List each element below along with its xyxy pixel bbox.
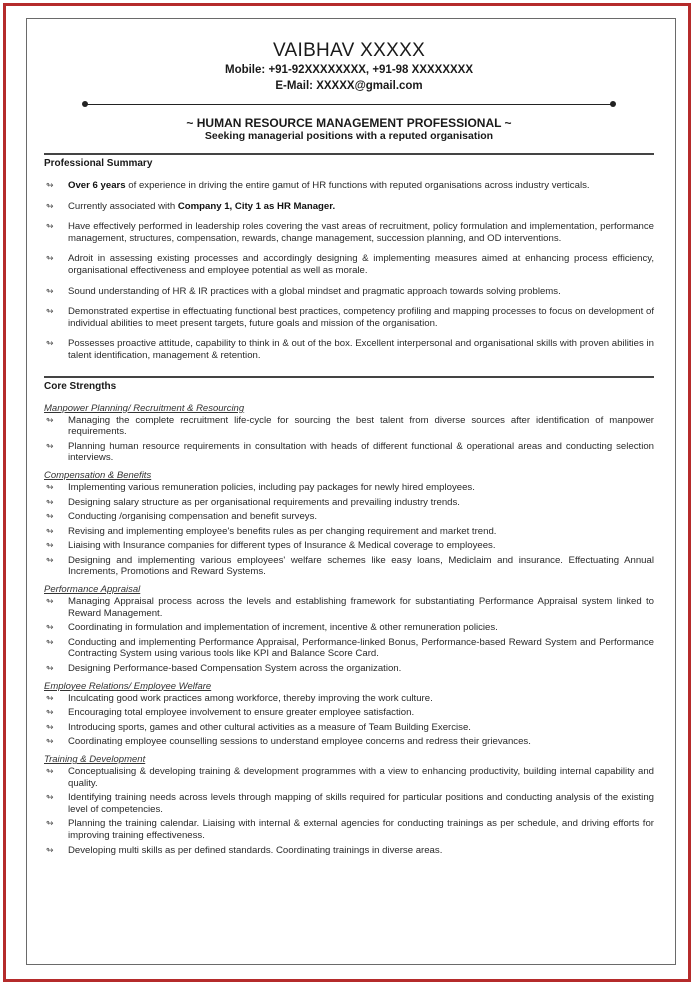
summary-item [44, 306, 654, 329]
core-item-text: Identifying training needs across levels through mapping of skills required for particular positions and conducting analysis of the existing level of competencies. [68, 792, 654, 815]
mobile-number: +91-92XXXXXXXX, +91-98 XXXXXXXX [268, 64, 474, 76]
core-subsection-title: Performance Appraisal [44, 584, 141, 596]
core-item-text: Revising and implementing employee's benefits rules as per changing requirement and market trend. [68, 525, 497, 537]
bullet-icon: ↬ [46, 766, 54, 776]
core-item-text: Conceptualising & developing training & development programmes with a view to enhancing productivity, building internal capability and quality. [68, 766, 654, 789]
core-subsection-list [44, 693, 654, 748]
core-item-text: Conducting and implementing Performance Appraisal, Performance-linked Bonus, Performance-based Reward System and Performance Contracting System using various tools like KPI and Balance Score Card. [68, 636, 654, 660]
core-subsection-title: Employee Relations/ Employee Welfare [44, 680, 212, 692]
core-item [44, 637, 654, 660]
bullet-icon: ↬ [46, 596, 54, 607]
bullet-icon: ↬ [46, 721, 54, 732]
divider-line [87, 104, 611, 105]
career-objective: Seeking managerial positions with a reputed organisation [204, 130, 494, 142]
bullet-icon: ↬ [46, 440, 54, 451]
core-item-text: Designing and implementing various employees' welfare schemes like easy loans, Mediclaim and insurance. Effectuating Annual Increments, Promotions and Reward Systems. [68, 554, 654, 578]
core-item-text: Liaising with Insurance companies for different types of Insurance & Medical coverage to employees. [68, 540, 496, 552]
core-item-text: Planning the training calendar. Liaising with internal & external agencies for conducting trainings as per schedule, and driving efforts for improving training effectiveness. [68, 818, 654, 841]
core-subsection-list [44, 482, 654, 578]
summary-item-text: of experience in driving the entire gamut of HR functions with reputed organisations across industry verticals. [125, 180, 590, 191]
core-subsection-title: Compensation & Benefits [44, 469, 152, 481]
bullet-icon: ↬ [46, 554, 54, 565]
core-item-text: Managing Appraisal process across the levels and establishing framework for substantiating Performance Appraisal system linked to Reward Management. [68, 596, 654, 619]
professional-headline: ~ HUMAN RESOURCE MANAGEMENT PROFESSIONAL ~ [186, 116, 512, 130]
bullet-icon: ↬ [46, 253, 54, 264]
core-item [44, 511, 654, 523]
bullet-icon: ↬ [46, 707, 54, 718]
core-subsection-list [44, 415, 654, 464]
bullet-icon: ↬ [46, 511, 54, 522]
core-strengths [44, 403, 654, 857]
core-subsection-title: Manpower Planning/ Recruitment & Resourcing [44, 402, 245, 414]
bullet-icon: ↬ [46, 180, 54, 190]
bullet-icon: ↬ [46, 792, 54, 803]
summary-item [44, 286, 654, 298]
header-divider [82, 100, 616, 110]
summary-item-text: Adroit in assessing existing processes and accordingly designing & implementing measures aimed at enhancing process efficiency, organisational effectiveness and employee potential as well as morale. [68, 253, 654, 276]
core-item-text: Coordinating employee counselling sessions to understand employee concerns and redress their grievances. [68, 736, 531, 748]
summary-item-highlight: Company 1, City 1 as HR Manager. [177, 200, 336, 212]
bullet-icon: ↬ [46, 818, 54, 829]
core-item-text: Developing multi skills as per defined standards. Coordinating trainings in diverse areas. [68, 844, 443, 856]
summary-section-title: Professional Summary [44, 153, 654, 170]
core-item-text: Encouraging total employee involvement to ensure greater employee satisfaction. [68, 707, 415, 719]
bullet-icon: ↬ [46, 481, 54, 492]
core-item [44, 722, 654, 734]
bullet-icon: ↬ [46, 338, 54, 349]
core-item [44, 497, 654, 509]
core-item [44, 526, 654, 538]
core-item [44, 622, 654, 634]
core-item [44, 596, 654, 619]
core-item [44, 482, 654, 494]
resume-document [44, 36, 654, 856]
summary-item [44, 338, 654, 361]
bullet-icon: ↬ [46, 692, 54, 703]
summary-item [44, 180, 654, 192]
email-line [44, 78, 654, 94]
core-item [44, 555, 654, 578]
core-item [44, 663, 654, 675]
summary-item-text: Demonstrated expertise in effectuating functional best practices, competency profiling and mapping processes to focus on development of individual abilities to meet present targets, future goals and mission of the organisation. [68, 306, 654, 329]
core-item [44, 693, 654, 705]
core-item [44, 766, 654, 789]
email-label: E-Mail: [275, 80, 314, 92]
candidate-name: VAIBHAV XXXXX [272, 40, 426, 61]
core-section-title: Core Strengths [44, 376, 654, 393]
summary-item-text: Possesses proactive attitude, capability to think in & out of the box. Excellent interpersonal and organisational skills with proven abilities in talent identification, management & retention. [68, 338, 654, 361]
summary-item [44, 253, 654, 276]
mobile-line [44, 62, 654, 78]
core-item [44, 707, 654, 719]
bullet-icon: ↬ [46, 663, 54, 674]
summary-item-text: Sound understanding of HR & IR practices with a global mindset and pragmatic approach towards solving problems. [68, 285, 561, 297]
core-item [44, 415, 654, 438]
divider-dot-right [610, 101, 616, 107]
bullet-icon: ↬ [46, 306, 54, 317]
core-item-text: Conducting /organising compensation and benefit surveys. [68, 511, 318, 523]
core-item-text: Managing the complete recruitment life-cycle for sourcing the best talent from diverse sources after identification of manpower requirements. [68, 414, 654, 438]
core-item [44, 818, 654, 841]
email-address[interactable]: XXXXX@gmail.com [316, 80, 423, 92]
core-item [44, 845, 654, 857]
core-subsection-title: Training & Development [44, 754, 146, 765]
bullet-icon: ↬ [46, 622, 54, 633]
bullet-icon: ↬ [46, 200, 54, 211]
summary-item [44, 221, 654, 244]
bullet-icon: ↬ [46, 540, 54, 551]
core-item-text: Inculcating good work practices among workforce, thereby improving the work culture. [68, 692, 433, 704]
summary-list [44, 180, 654, 362]
core-item-text: Implementing various remuneration policies, including pay packages for newly hired employees. [68, 481, 475, 493]
core-subsection-list [44, 596, 654, 675]
core-item [44, 736, 654, 748]
bullet-icon: ↬ [46, 736, 54, 747]
core-item [44, 792, 654, 815]
core-item-text: Coordinating in formulation and implementation of increment, incentive & other remuneration policies. [68, 622, 498, 634]
core-item [44, 441, 654, 464]
summary-item [44, 201, 654, 213]
bullet-icon: ↬ [46, 221, 54, 232]
bullet-icon: ↬ [46, 285, 54, 296]
bullet-icon: ↬ [46, 414, 54, 425]
summary-item-text: Have effectively performed in leadership roles covering the vast areas of recruitment, policy formulation and implementation, performance management, structures, compensation, rewards, change management, succession planning, and OD interventions. [68, 221, 654, 244]
core-item-text: Introducing sports, games and other cultural activities as a measure of Team Building Exercise. [68, 721, 471, 733]
summary-item-highlight: Over 6 years [68, 180, 126, 191]
mobile-label: Mobile: [224, 64, 266, 76]
core-item-text: Designing salary structure as per organisational requirements and prevailing industry trends. [68, 496, 460, 508]
summary-item-text: Currently associated with [68, 200, 178, 212]
core-item-text: Planning human resource requirements in consultation with heads of different functional & operational areas and conducting selection interviews. [68, 440, 654, 464]
bullet-icon: ↬ [46, 636, 54, 647]
core-subsection-list [44, 766, 654, 856]
bullet-icon: ↬ [46, 496, 54, 507]
bullet-icon: ↬ [46, 844, 54, 855]
core-item-text: Designing Performance-based Compensation System across the organization. [68, 663, 402, 675]
core-item [44, 540, 654, 552]
bullet-icon: ↬ [46, 525, 54, 536]
